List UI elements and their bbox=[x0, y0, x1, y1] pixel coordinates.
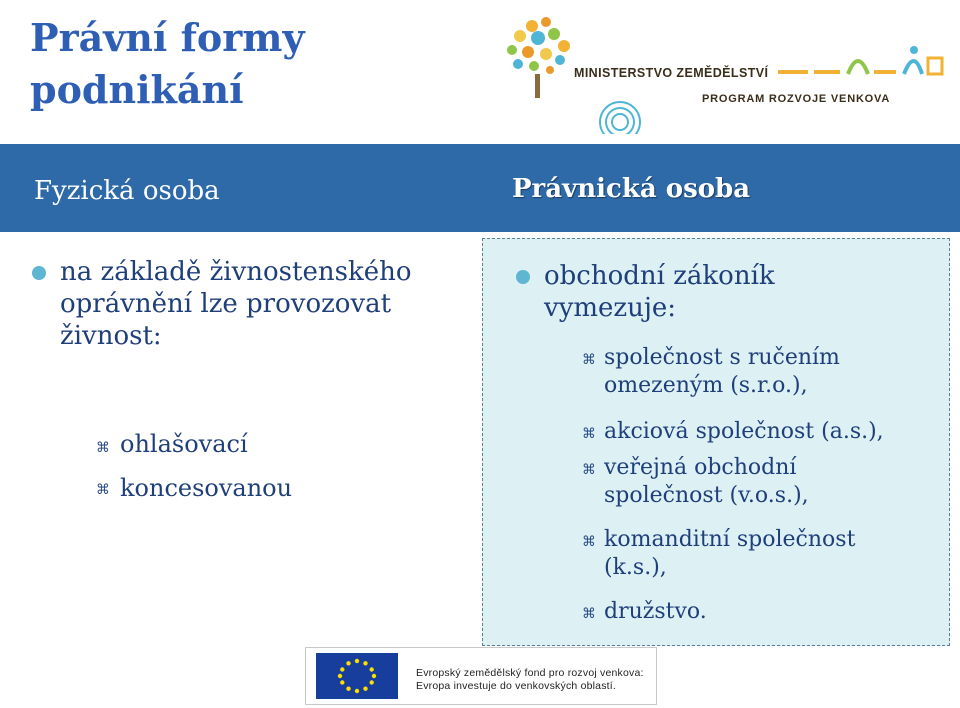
slide-title bbox=[30, 12, 450, 116]
left-main-text bbox=[60, 256, 470, 352]
left-main-line: oprávnění lze provozovat bbox=[60, 289, 392, 319]
right-item bbox=[604, 344, 840, 400]
eu-footer-line: Evropa investuje do venkovských oblastí. bbox=[416, 680, 617, 692]
right-item bbox=[604, 526, 855, 582]
right-main-line: obchodní zákoník bbox=[544, 261, 775, 291]
ministry-logo-text: MINISTERSTVO ZEMĚDĚLSTVÍ bbox=[574, 66, 769, 80]
eu-flag-icon bbox=[316, 653, 398, 699]
bowtie-bullet-icon: ⌘ bbox=[582, 606, 596, 622]
right-main-text bbox=[544, 260, 944, 324]
left-column-header: Fyzická osoba bbox=[34, 176, 220, 206]
left-main-line: živnost: bbox=[60, 321, 162, 351]
bowtie-bullet-icon: ⌘ bbox=[96, 440, 110, 456]
left-item: koncesovanou bbox=[120, 474, 293, 502]
right-item-line: omezeným (s.r.o.), bbox=[604, 373, 808, 398]
right-item bbox=[604, 454, 809, 510]
right-main-line: vymezuje: bbox=[544, 293, 677, 323]
left-item: ohlašovací bbox=[120, 430, 248, 458]
bowtie-bullet-icon: ⌘ bbox=[582, 534, 596, 550]
eu-footer-line: Evropský zemědělský fond pro rozvoj venkova: bbox=[416, 667, 644, 679]
round-bullet-icon bbox=[516, 270, 530, 284]
right-column-header: Právnická osoba bbox=[512, 174, 751, 204]
right-item-line: společnost (v.o.s.), bbox=[604, 483, 809, 508]
right-item-line: společnost s ručením bbox=[604, 345, 840, 370]
right-item-line: akciová společnost (a.s.), bbox=[604, 419, 884, 444]
right-item bbox=[604, 418, 884, 446]
eu-footer-text bbox=[416, 667, 644, 693]
title-line-2: podnikání bbox=[30, 67, 244, 112]
title-line-1: Právní formy bbox=[30, 15, 305, 60]
left-main-line: na základě živnostenského bbox=[60, 257, 412, 287]
bowtie-bullet-icon: ⌘ bbox=[96, 482, 110, 498]
right-item-line: družstvo. bbox=[604, 599, 707, 624]
bowtie-bullet-icon: ⌘ bbox=[582, 426, 596, 442]
round-bullet-icon bbox=[32, 266, 46, 280]
bowtie-bullet-icon: ⌘ bbox=[582, 462, 596, 478]
right-item-line: komanditní společnost bbox=[604, 527, 856, 552]
right-item-line: (k.s.), bbox=[604, 555, 667, 580]
program-logo-text: PROGRAM ROZVOJE VENKOVA bbox=[702, 93, 891, 105]
right-item bbox=[604, 598, 707, 626]
bowtie-bullet-icon: ⌘ bbox=[582, 352, 596, 368]
program-figures-logo bbox=[770, 40, 950, 90]
eu-footer-box bbox=[305, 647, 657, 705]
right-item-line: veřejná obchodní bbox=[604, 455, 797, 480]
